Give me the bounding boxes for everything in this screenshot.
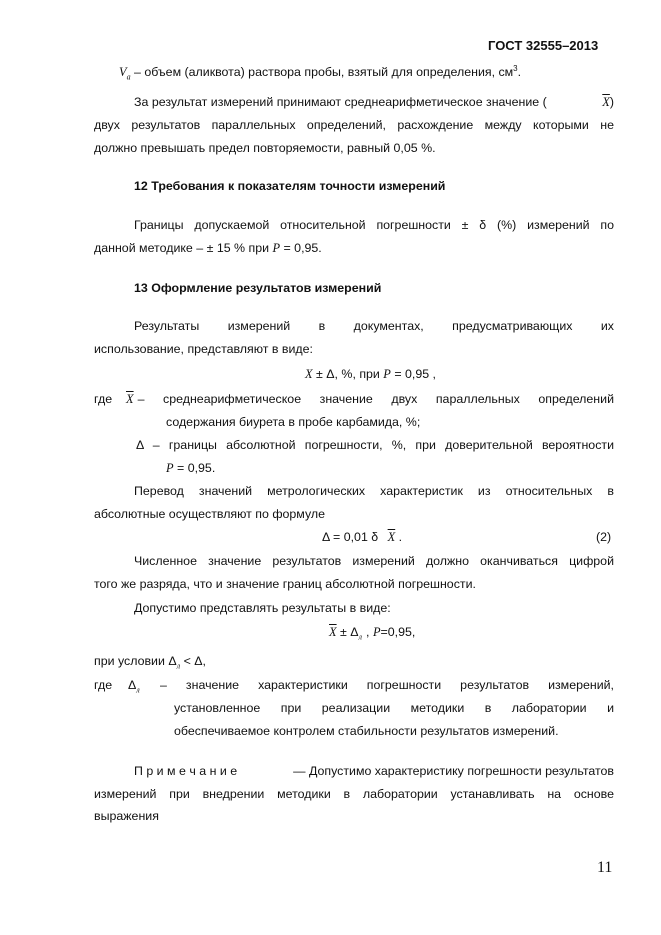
p5-line1: Численное значение результатов измерений должно оканчиваться цифрой xyxy=(134,554,614,568)
p1-mean-symbol: $\overline{X}$ xyxy=(602,95,610,109)
where-3-label: где xyxy=(94,678,113,692)
where-1-mean-symbol: $\overline{X}$ xyxy=(126,392,134,406)
where-1-text: – среднеарифметическое значение двух параллельных определений xyxy=(137,392,614,406)
p4-line2: абсолютные осуществляют по формуле xyxy=(94,507,326,521)
where-1-line1 xyxy=(126,391,614,407)
condition-text: при условии Δ xyxy=(94,654,177,668)
where-1-line2: содержания биурета в пробе карбамида, %; xyxy=(166,415,421,429)
note-line3: выражения xyxy=(94,809,159,823)
where-1-label: где xyxy=(94,392,113,406)
formula-2 xyxy=(322,529,402,545)
formula-3-mid: ± Δ xyxy=(336,625,359,639)
formula-3-end: =0,95, xyxy=(380,625,416,639)
note-line1 xyxy=(134,763,614,779)
formula-1-x: X xyxy=(305,367,313,381)
p6: Допустимо представлять результаты в виде: xyxy=(134,601,391,615)
formula-1-end: = 0,95 , xyxy=(390,367,436,381)
formula-1-p: Р xyxy=(383,367,391,381)
formula-3-sub: л xyxy=(358,632,363,642)
p1-line2: двух результатов параллельных определений, расхождение между которыми не xyxy=(94,118,614,132)
p2-line2-p: Р xyxy=(272,241,281,255)
where-2-end: = 0,95. xyxy=(173,461,216,475)
p2-line2-a: данной методике – ± 15 % при xyxy=(94,241,273,255)
note-line1-text: — Допустимо характеристику погрешности результатов xyxy=(293,764,614,778)
where-3-line2: установленное при реализации методики в лаборатории и xyxy=(174,701,614,715)
formula-1-rest: ± Δ, %, при xyxy=(312,367,384,381)
p1-line1 xyxy=(134,94,614,110)
formula-2-number: (2) xyxy=(596,530,612,544)
where-2-p: Р xyxy=(166,461,174,475)
va-subscript: а xyxy=(126,72,131,82)
va-end: . xyxy=(517,65,522,79)
where-3-line1: – значение характеристики погрешности результатов измерений, xyxy=(160,678,614,692)
p2-line2-b: = 0,95. xyxy=(280,241,322,255)
note-line2: измерений при внедрении методики в лаборатории устанавливать на основе xyxy=(94,787,614,801)
section-13-heading: 13 Оформление результатов измерений xyxy=(134,281,382,295)
where-2-line1: Δ – границы абсолютной погрешности, %, при доверительной вероятности xyxy=(136,438,614,452)
condition xyxy=(94,653,206,669)
p3-line1: Результаты измерений в документах, предусматривающих их xyxy=(134,319,614,333)
formula-3: $\overline{X} \pm \Delta_л$ , Р=0,95, xyxy=(329,625,416,642)
p4-line1: Перевод значений метрологических характеристик из относительных в xyxy=(134,484,614,498)
formula-2-x: $\overline{X}$ xyxy=(387,530,396,544)
va-text: – объем (аликвота) раствора пробы, взятый для определения, см xyxy=(130,65,514,79)
section-12-heading: 12 Требования к показателям точности измерений xyxy=(134,179,446,193)
va-symbol: V xyxy=(119,65,127,79)
va-definition xyxy=(119,64,521,80)
p1-line1-text: За результат измерений принимают среднеарифметическое значение ( xyxy=(134,95,547,109)
p2-line2 xyxy=(94,240,322,256)
p1-close: ) xyxy=(609,95,614,109)
where-3-line3: обеспечиваемое контролем стабильности результатов измерений. xyxy=(174,724,559,738)
where-3-symbol xyxy=(128,677,140,693)
condition-end: < Δ, xyxy=(180,654,206,668)
formula-2-text: Δ = 0,01 δ xyxy=(322,530,382,544)
document-id: ГОСТ 32555–2013 xyxy=(488,38,599,53)
p5-line2: того же разряда, что и значение границ абсолютной погрешности. xyxy=(94,577,476,591)
note-label: П р и м е ч а н и е xyxy=(134,764,238,778)
where-3-sub: л xyxy=(136,685,140,695)
va-superscript: 3 xyxy=(513,63,518,73)
formula-2-end: . xyxy=(395,530,403,544)
p2-line1: Границы допускаемой относительной погрешности ± δ (%) измерений по xyxy=(134,218,614,232)
condition-sub: л xyxy=(176,661,181,671)
p3-line2: использование, представляют в виде: xyxy=(94,342,313,356)
formula-1 xyxy=(305,366,436,382)
formula-3-x: $\overline{X}$ xyxy=(329,625,337,639)
page-number: 11 xyxy=(597,859,613,876)
where-3-delta: Δ xyxy=(128,678,137,692)
p1-line3: должно превышать предел повторяемости, равный 0,05 %. xyxy=(94,141,436,155)
formula-3-p: Р xyxy=(372,625,381,639)
where-2-line2 xyxy=(166,460,215,476)
